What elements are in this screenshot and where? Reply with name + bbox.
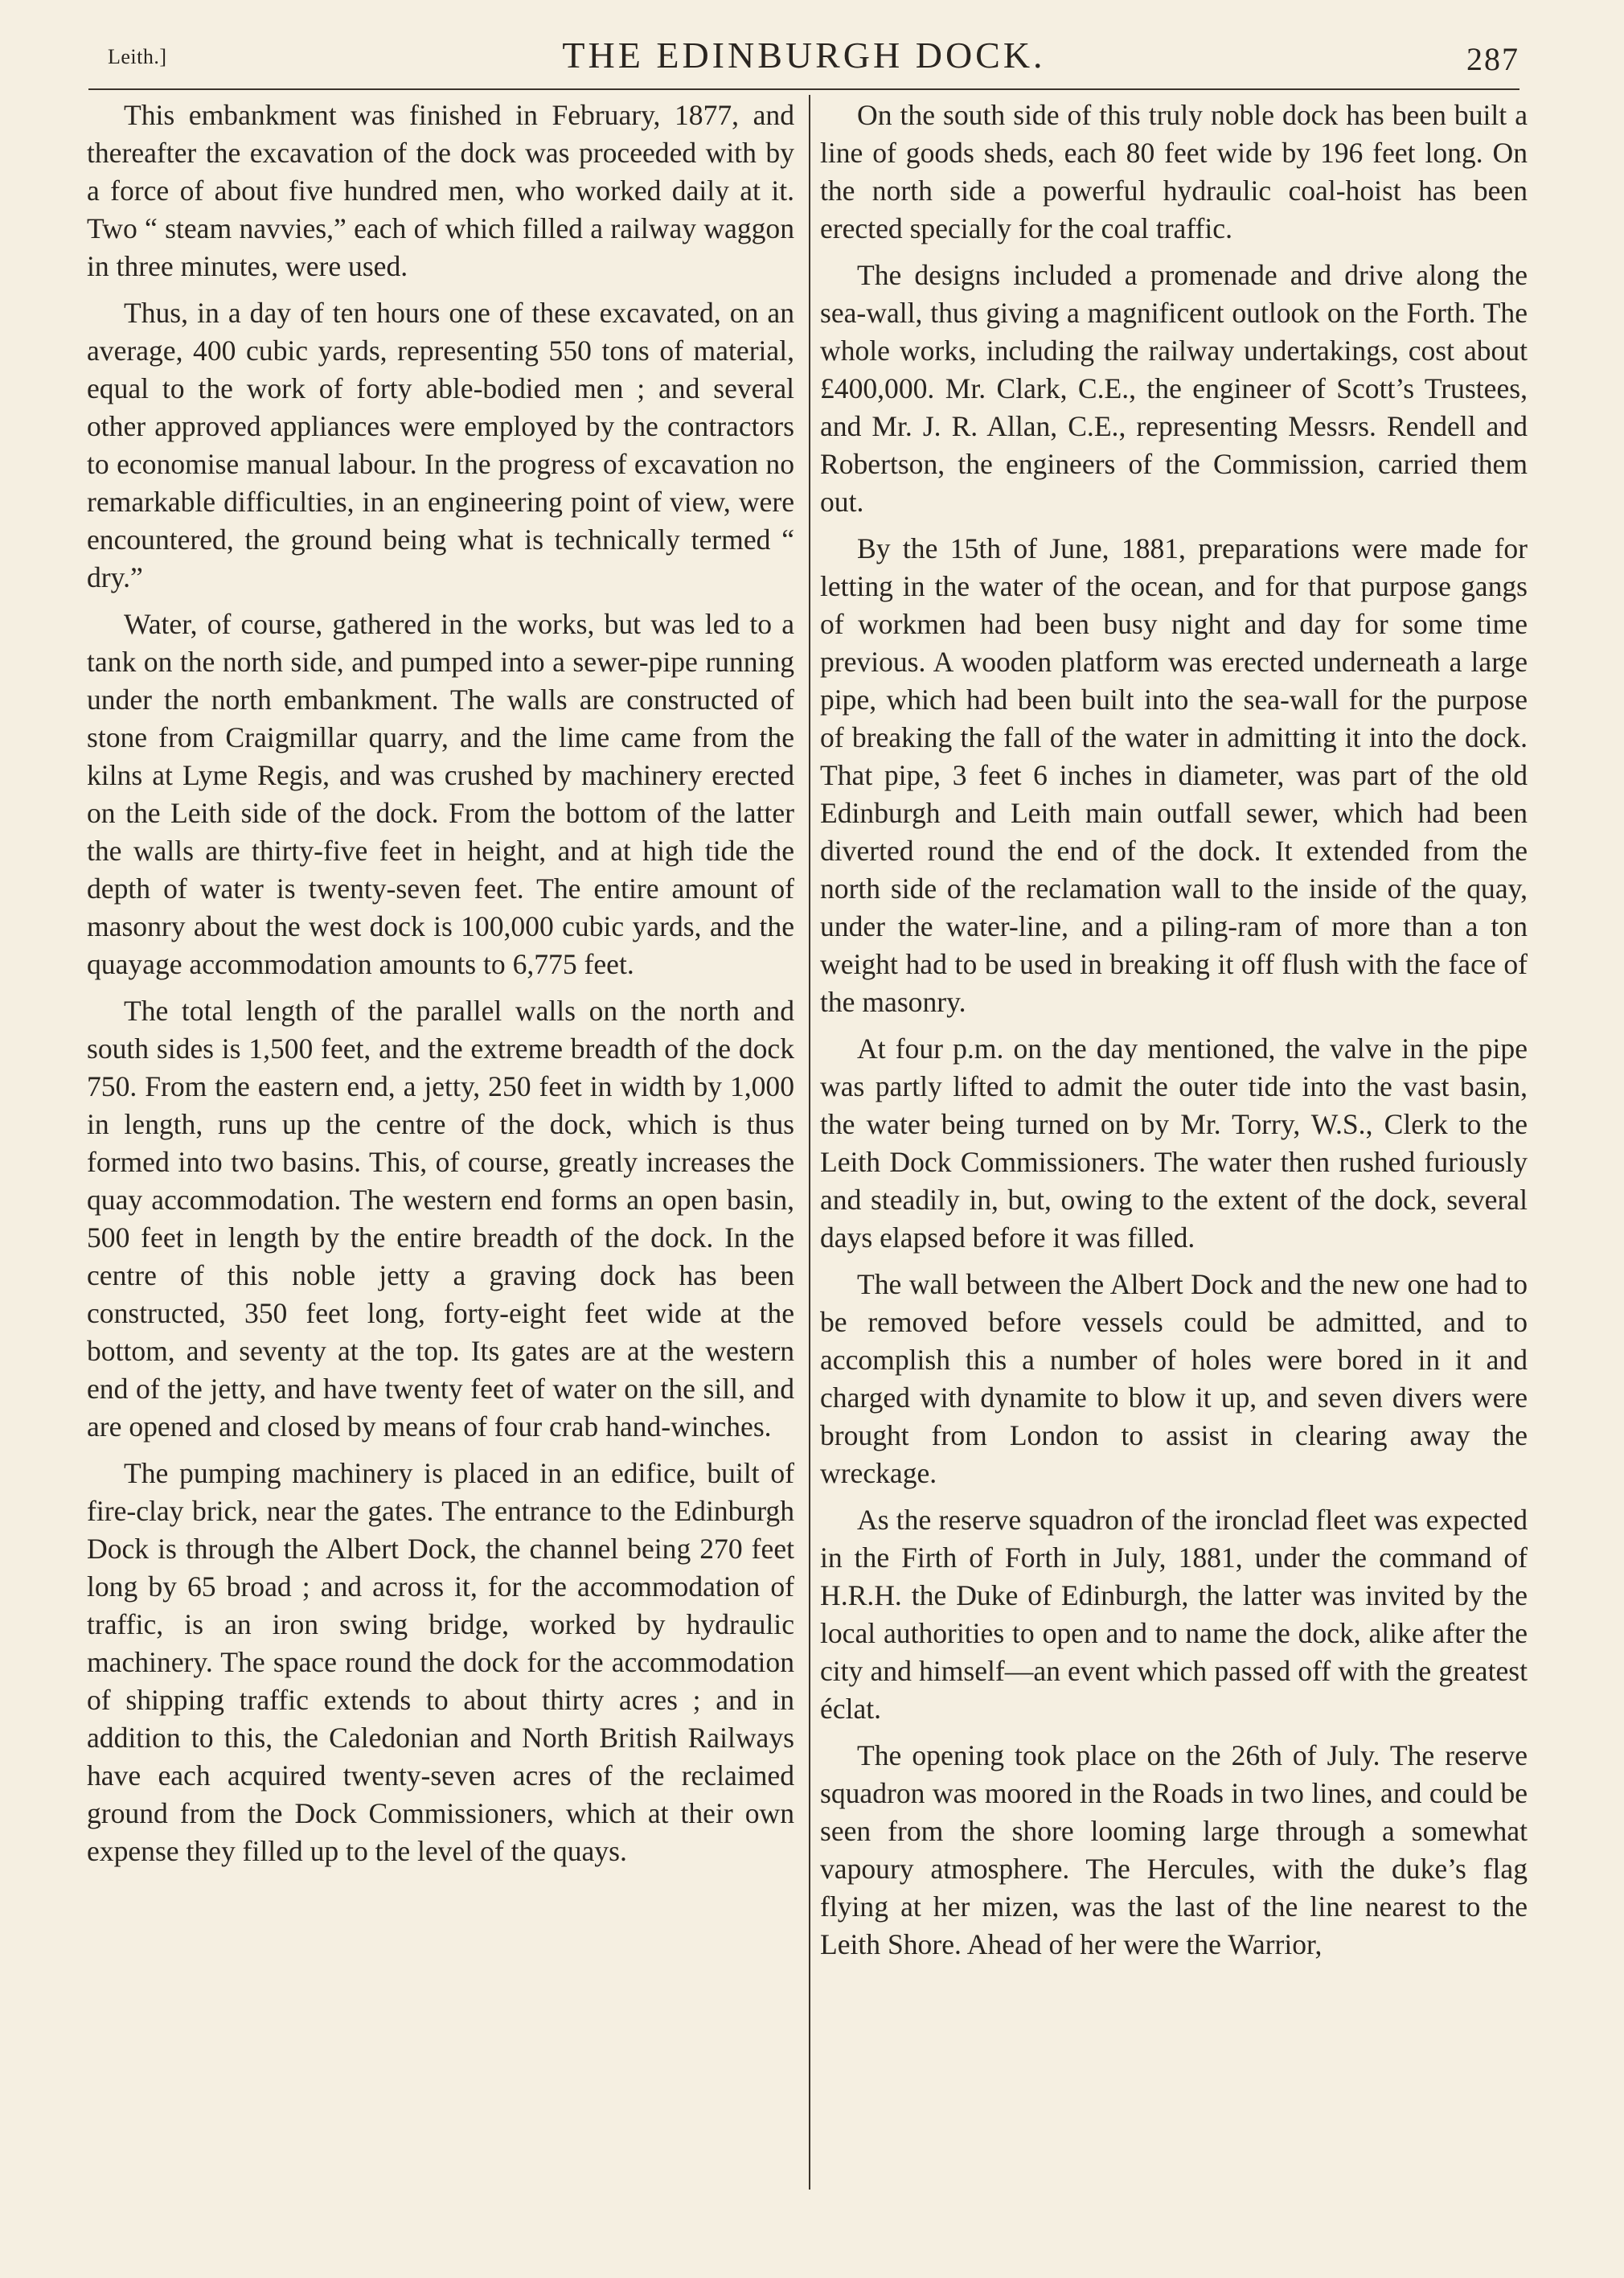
paragraph: This embankment was finished in February, 1877, and thereafter the excavation of the dock was proceeded with by a force of about five hundred men, who worked daily at it. Two “ steam navvies,” each of which filled a railway waggon in three minutes, were used. (87, 99, 794, 282)
header-title: THE EDINBURGH DOCK. (562, 35, 1046, 76)
paragraph: Thus, in a day of ten hours one of these excavated, on an average, 400 cubic yards, representing 550 tons of material, equal to the work of forty able-bodied men ; and several other approved appliances were employed by the contractors to economise manual labour. In the progress of excavation no remarkable difficulties, in an engineering point of view, were encountered, the ground being what is technically termed “ dry.” (87, 297, 794, 593)
right-column (820, 96, 1528, 1972)
paragraph: As the reserve squadron of the ironclad fleet was expected in the Firth of Forth in July, 1881, under the command of H.R.H. the Duke of Edinburgh, the latter was invited by the local authorities to open and to name the dock, alike after the city and himself—an event which passed off with the greatest éclat. (820, 1504, 1528, 1725)
running-header (88, 31, 1519, 87)
paragraph: The total length of the parallel walls on the north and south sides is 1,500 feet, and the extreme breadth of the dock 750. From the eastern end, a jetty, 250 feet in width by 1,000 in length, runs up the centre of the dock, which is thus formed into two basins. This, of course, greatly increases the quay accommodation. The western end forms an open basin, 500 feet in length by the entire breadth of the dock. In the centre of this noble jetty a graving dock has been constructed, 350 feet long, forty-eight feet wide at the bottom, and seventy at the top. Its gates are at the western end of the jetty, and have twenty feet of water on the sill, and are opened and closed by means of four crab hand-winches. (87, 995, 794, 1443)
paragraph: The wall between the Albert Dock and the new one had to be removed before vessels could be admitted, and to accomplish this a number of holes were bored in it and charged with dynamite to blow it up, and seven divers were brought from London to assist in clearing away the wreckage. (820, 1268, 1528, 1489)
header-rule (88, 88, 1519, 90)
paragraph: At four p.m. on the day mentioned, the valve in the pipe was partly lifted to admit the outer tide into the vast basin, the water being turned on by Mr. Torry, W.S., Clerk to the Leith Dock Commissioners. The water then rushed furiously and steadily in, but, owing to the extent of the dock, several days elapsed before it was filled. (820, 1032, 1528, 1254)
header-section-label: Leith.] (108, 45, 167, 68)
paragraph: On the south side of this truly noble dock has been built a line of goods sheds, each 80 feet wide by 196 feet long. On the north side a powerful hydraulic coal-hoist has been erected specially for the coal traffic. (820, 99, 1528, 244)
paragraph: The designs included a promenade and drive along the sea-wall, thus giving a magnificent outlook on the Forth. The whole works, including the railway undertakings, cost about £400,000. Mr. Clark, C.E., the engineer of Scott’s Trustees, and Mr. J. R. Allan, C.E., representing Messrs. Rendell and Robertson, the engineers of the Commission, carried them out. (820, 259, 1528, 518)
column-divider (809, 95, 810, 2190)
paragraph: By the 15th of June, 1881, preparations were made for letting in the water of the ocean, and for that purpose gangs of workmen had been busy night and day for some time previous. A wooden platform was erected underneath a large pipe, which had been built into the sea-wall for the purpose of breaking the fall of the water in admitting it into the dock. That pipe, 3 feet 6 inches in diameter, was part of the old Edinburgh and Leith main outfall sewer, which had been diverted round the end of the dock. It extended from the north side of the reclamation wall to the inside of the quay, under the water-line, and a piling-ram of more than a ton weight had to be used in breaking it off flush with the face of the masonry. (820, 532, 1528, 1018)
page-number: 287 (1466, 41, 1519, 77)
paragraph: The opening took place on the 26th of July. The reserve squadron was moored in the Roads in two lines, and could be seen from the shore looming large through a somewhat vapoury atmosphere. The Hercules, with the duke’s flag flying at her mizen, was the last of the line nearest to the Leith Shore. Ahead of her were the Warrior, (820, 1739, 1528, 1960)
paragraph: Water, of course, gathered in the works, but was led to a tank on the north side, and pumped into a sewer-pipe running under the north embankment. The walls are constructed of stone from Craigmillar quarry, and the lime came from the kilns at Lyme Regis, and was crushed by machinery erected on the Leith side of the dock. From the bottom of the latter the walls are thirty-five feet in height, and at high tide the depth of water is twenty-seven feet. The entire amount of masonry about the west dock is 100,000 cubic yards, and the quayage accommodation amounts to 6,775 feet. (87, 608, 794, 980)
left-column (87, 96, 794, 1879)
paragraph: The pumping machinery is placed in an edifice, built of fire-clay brick, near the gates. The entrance to the Edinburgh Dock is through the Albert Dock, the channel being 270 feet long by 65 broad ; and across it, for the accommodation of traffic, is an iron swing bridge, worked by hydraulic machinery. The space round the dock for the accommodation of shipping traffic extends to about thirty acres ; and in addition to this, the Caledonian and North British Railways have each acquired twenty-seven acres of the reclaimed ground from the Dock Commissioners, which at their own expense they filled up to the level of the quays. (87, 1457, 794, 1867)
